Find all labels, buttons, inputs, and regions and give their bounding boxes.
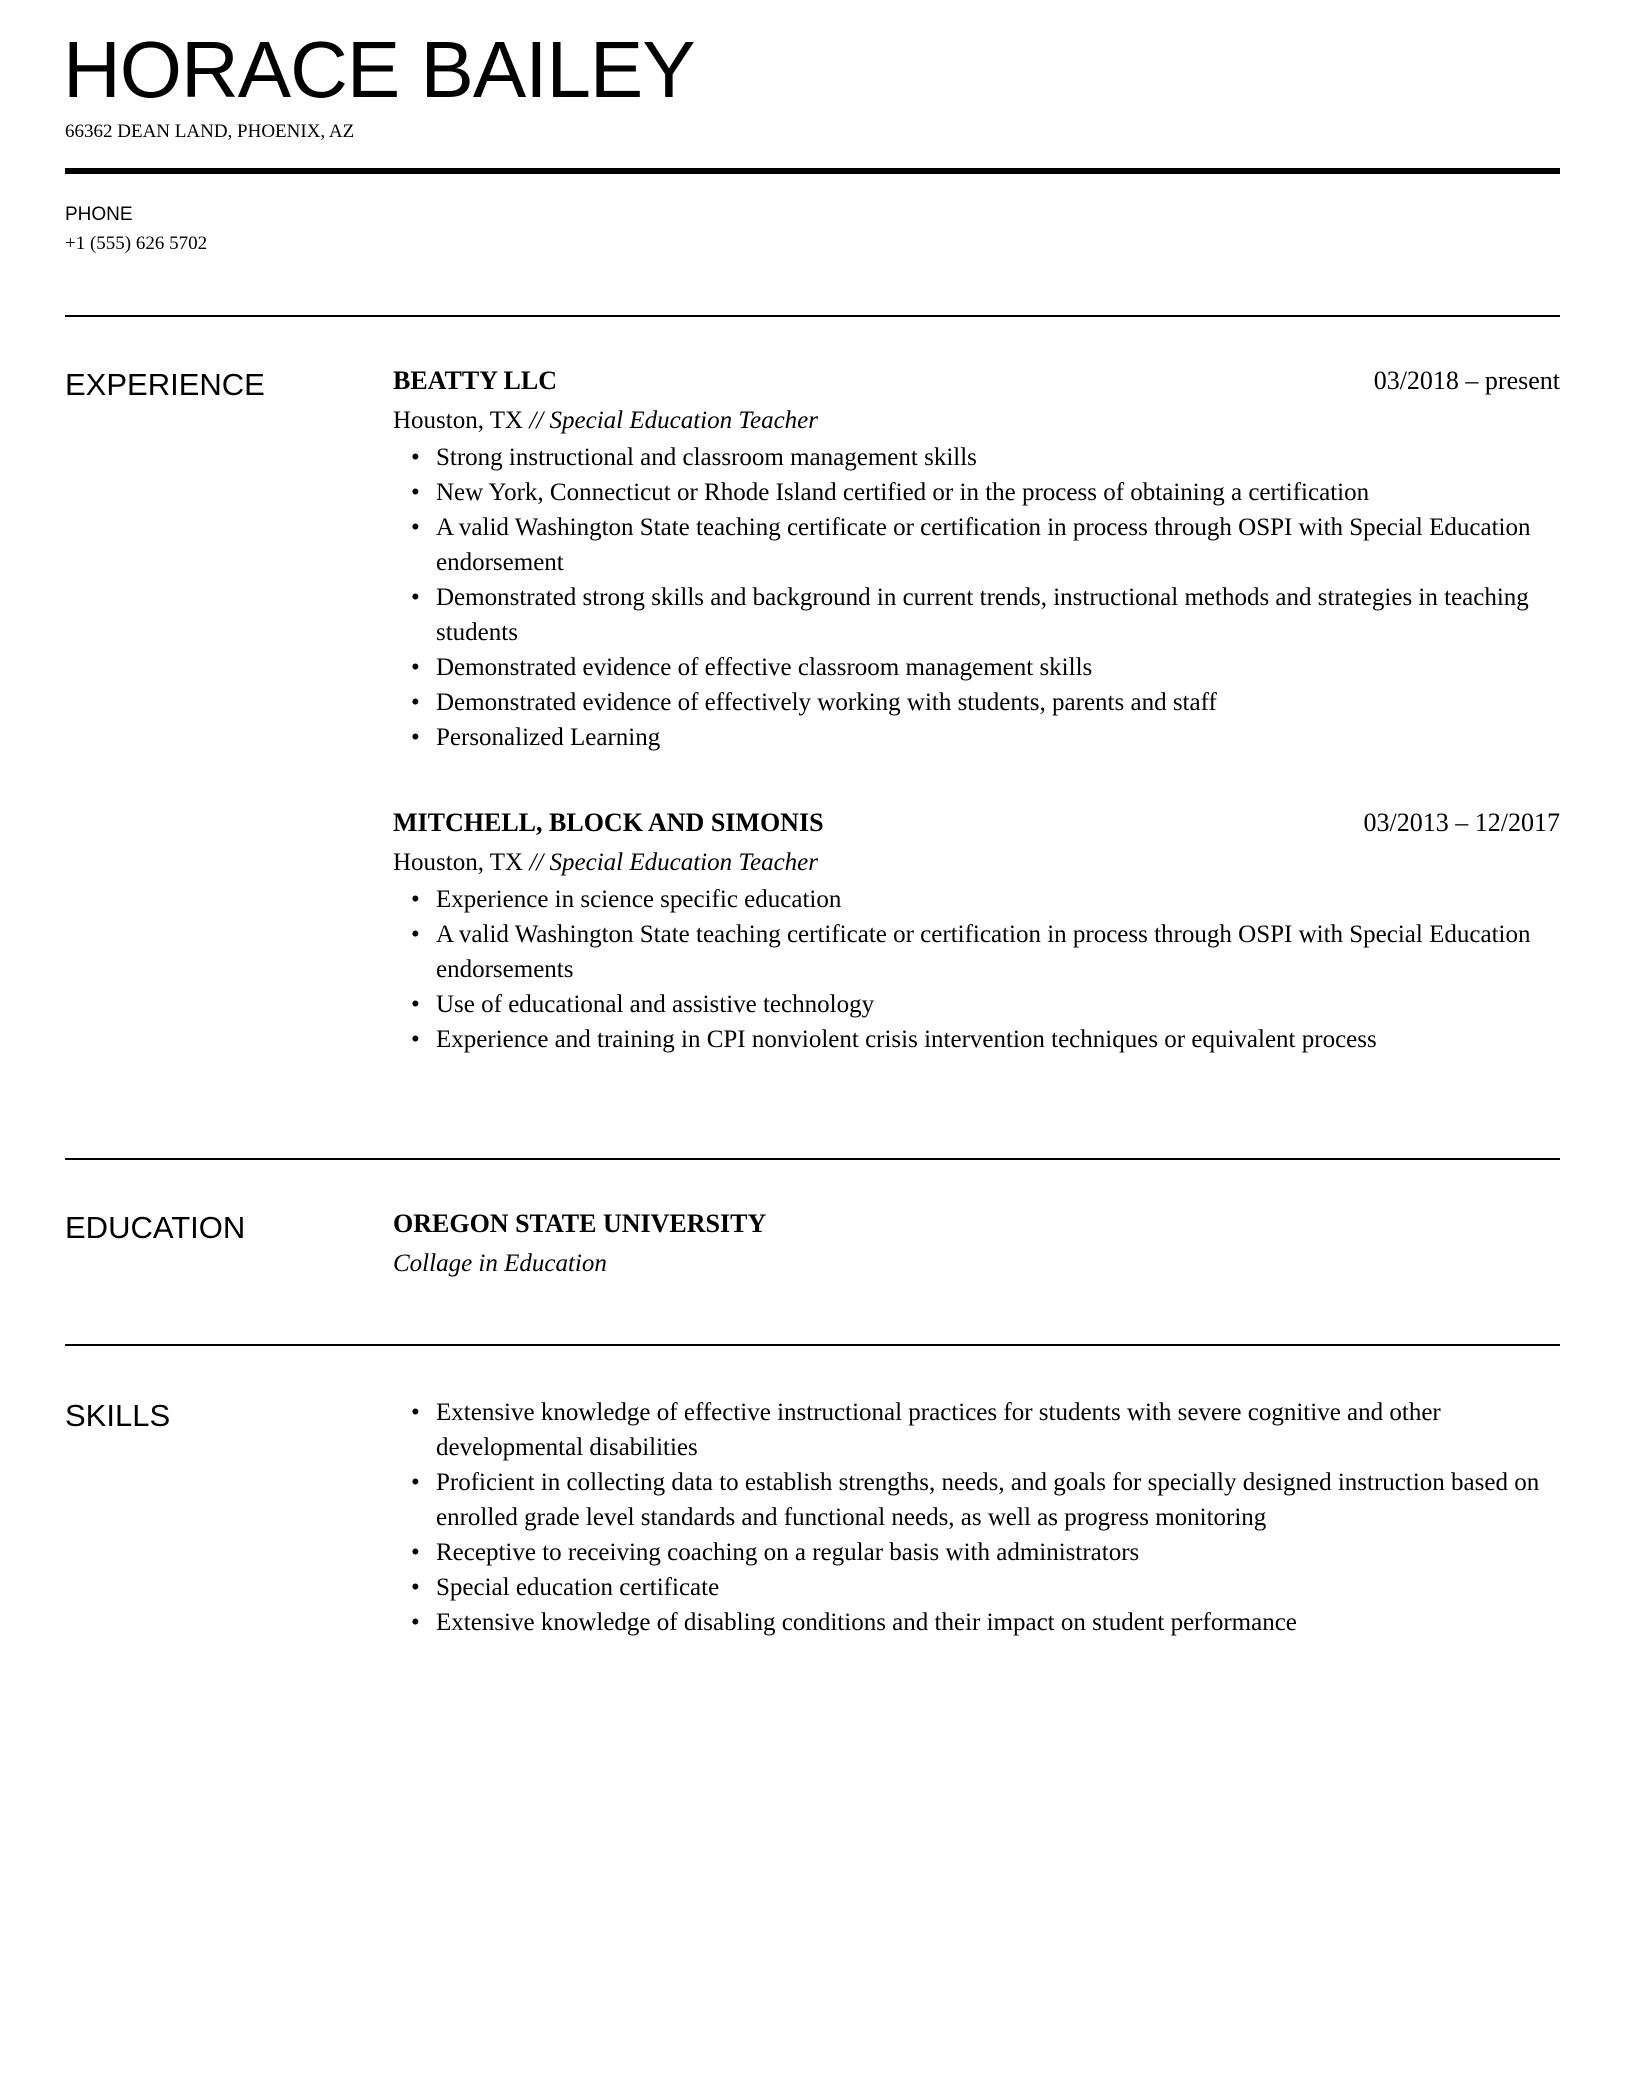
candidate-name: HORACE BAILEY <box>63 25 695 114</box>
list-item: • Demonstrated strong skills and background in current trends, instructional methods and strategies in teaching students <box>393 580 1560 650</box>
skills-title: SKILLS <box>65 1398 171 1433</box>
list-item: • Experience in science specific education <box>393 882 1560 917</box>
experience-section <box>393 363 1560 1057</box>
company-name: BEATTY LLC <box>393 366 557 395</box>
experience-title: EXPERIENCE <box>65 367 265 402</box>
education-section <box>393 1206 1560 1281</box>
section-divider <box>65 1158 1560 1160</box>
job-entry <box>393 363 1560 755</box>
job-bullets <box>393 882 1560 1057</box>
list-item: • New York, Connecticut or Rhode Island certified or in the process of obtaining a certification <box>393 475 1560 510</box>
list-item: • Strong instructional and classroom management skills <box>393 440 1560 475</box>
phone-number: +1 (555) 626 5702 <box>65 233 208 254</box>
job-location: Houston, TX <box>393 407 524 434</box>
job-role: Special Education Teacher <box>549 849 818 876</box>
list-item: • Extensive knowledge of disabling conditions and their impact on student performance <box>393 1605 1560 1640</box>
job-dates: 03/2013 – 12/2017 <box>1363 808 1560 837</box>
list-item: • A valid Washington State teaching certificate or certification in process through OSPI with Special Education endorsement <box>393 510 1560 580</box>
list-item: • Proficient in collecting data to establish strengths, needs, and goals for specially designed instruction based on enrolled grade level standards and functional needs, as well as progress monitoring <box>393 1465 1560 1535</box>
list-item: • Special education certificate <box>393 1570 1560 1605</box>
job-bullets <box>393 440 1560 755</box>
list-item: • A valid Washington State teaching certificate or certification in process through OSPI with Special Education endorsements <box>393 917 1560 987</box>
education-title: EDUCATION <box>65 1210 246 1245</box>
school-name: OREGON STATE UNIVERSITY <box>393 1209 767 1238</box>
section-divider <box>65 1344 1560 1346</box>
phone-label: PHONE <box>65 204 133 225</box>
header-divider <box>65 168 1560 174</box>
company-name: MITCHELL, BLOCK AND SIMONIS <box>393 808 824 837</box>
job-role: Special Education Teacher <box>549 407 818 434</box>
list-item: • Experience and training in CPI nonviolent crisis intervention techniques or equivalent process <box>393 1022 1560 1057</box>
degree: Collage in Education <box>393 1250 607 1277</box>
address: 66362 DEAN LAND, PHOENIX, AZ <box>65 121 355 142</box>
list-item: • Demonstrated evidence of effectively working with students, parents and staff <box>393 685 1560 720</box>
list-item: • Demonstrated evidence of effective classroom management skills <box>393 650 1560 685</box>
list-item: • Receptive to receiving coaching on a regular basis with administrators <box>393 1535 1560 1570</box>
list-item: • Extensive knowledge of effective instructional practices for students with severe cognitive and other developmental disabilities <box>393 1395 1560 1465</box>
job-entry <box>393 805 1560 1057</box>
separator: // <box>529 407 544 434</box>
list-item: • Personalized Learning <box>393 720 1560 755</box>
skills-list <box>393 1395 1560 1640</box>
separator: // <box>529 849 544 876</box>
job-location: Houston, TX <box>393 849 524 876</box>
skills-section <box>393 1393 1560 1640</box>
section-divider <box>65 315 1560 317</box>
list-item: • Use of educational and assistive technology <box>393 987 1560 1022</box>
job-dates: 03/2018 – present <box>1373 366 1560 395</box>
